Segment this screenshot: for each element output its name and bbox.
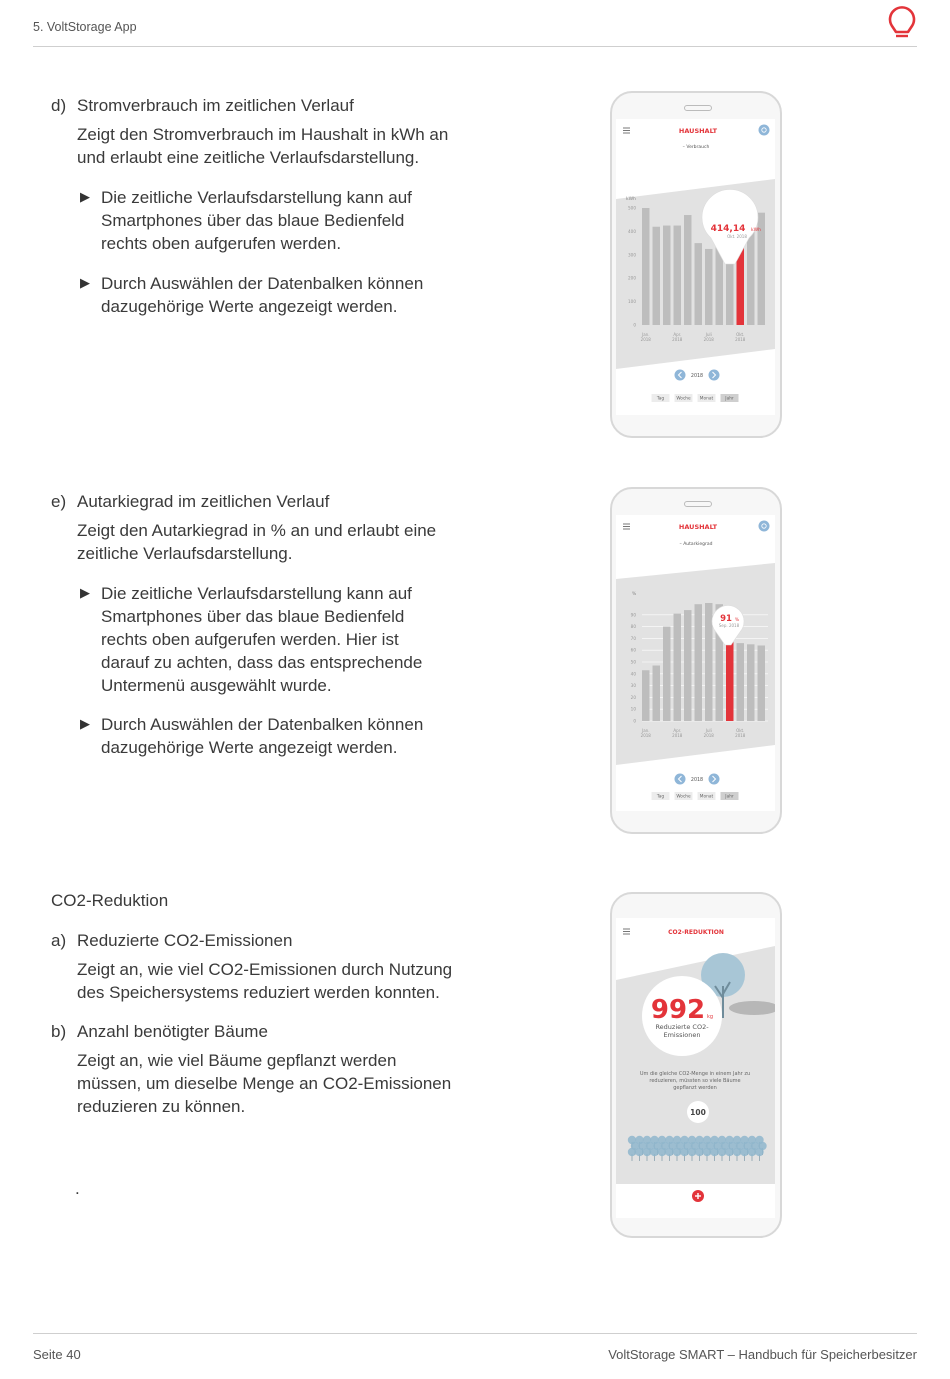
co2-label-1: Reduzierte CO2- (655, 1023, 709, 1031)
section-d-bullet1-line3: rechts oben aufgerufen werden. (101, 234, 342, 253)
section-e-bullet1-line2: Smartphones über das blaue Bedienfeld (101, 607, 405, 626)
section-e-desc-2: zeitliche Verlaufsdarstellung. (77, 544, 293, 563)
bar[interactable] (674, 614, 682, 721)
settings-panel-icon[interactable] (759, 125, 770, 136)
prev-year-button[interactable] (675, 370, 686, 381)
x-tick-label: 2018 (703, 337, 714, 342)
x-tick-label: Juli (705, 728, 712, 733)
bubble-value: 91 (720, 614, 732, 624)
header-section-label: 5. VoltStorage App (33, 20, 137, 34)
x-tick-label: 2018 (703, 733, 714, 738)
co2-unit: kg (706, 1014, 714, 1020)
prev-year-button[interactable] (675, 774, 686, 785)
y-tick-label: 10 (630, 706, 636, 712)
co2-item-a-marker: a) (51, 931, 67, 950)
phone1-subtitle: – Verbrauch (682, 145, 710, 150)
y-tick-label: 80 (630, 624, 636, 630)
tree-crown (680, 1148, 688, 1156)
x-tick-label: Jan. (642, 728, 650, 733)
tree-crown (725, 1148, 733, 1156)
header-divider (33, 46, 917, 47)
phone-speaker (684, 501, 712, 507)
y-tick-label: 0 (633, 718, 636, 724)
section-e-bullet2-line2: dazugehörige Werte angezeigt werden. (101, 738, 398, 757)
x-tick-label: 2018 (672, 733, 683, 738)
co2-item-b-marker: b) (51, 1022, 67, 1041)
co2-caption-1: Um die gleiche CO2-Menge in einem Jahr zu (639, 1071, 751, 1077)
section-e-desc-1: Zeigt den Autarkiegrad in % an und erlaubt eine (77, 521, 437, 540)
y-tick-label: 200 (628, 275, 636, 281)
bar[interactable] (695, 243, 703, 325)
tab-label: Woche (676, 396, 691, 402)
x-tick-label: 2018 (640, 337, 651, 342)
phone2-unit: % (632, 592, 637, 597)
tree-crown (733, 1148, 741, 1156)
bar[interactable] (758, 645, 766, 721)
bullet-triangle-icon: ▶ (80, 189, 90, 204)
stray-period: . (75, 1179, 80, 1198)
phone1-unit: kWh (626, 197, 636, 202)
tree-crown (703, 1148, 711, 1156)
bar[interactable] (737, 643, 745, 721)
tree-crown (673, 1148, 681, 1156)
co2-item-b-desc-1: Zeigt an, wie viel Bäume gepflanzt werden (77, 1051, 397, 1070)
phone1-screen (616, 119, 775, 415)
y-tick-label: 30 (630, 683, 636, 689)
tab-label: Tag (656, 794, 665, 800)
x-tick-label: 2018 (735, 337, 746, 342)
year-label: 2018 (690, 778, 704, 783)
phone2-screen (616, 515, 775, 811)
next-year-button[interactable] (709, 370, 720, 381)
tab-label: Woche (676, 794, 691, 800)
tree-crown (755, 1148, 763, 1156)
tree-count-badge (687, 1101, 709, 1123)
tree-crown (628, 1148, 636, 1156)
bar[interactable] (674, 226, 682, 325)
tree-crown (688, 1148, 696, 1156)
section-e-marker: e) (51, 492, 67, 511)
next-year-button[interactable] (709, 774, 720, 785)
x-tick-label: 2018 (640, 733, 651, 738)
tree-crown (710, 1148, 718, 1156)
section-d-bullet1-line1: Die zeitliche Verlaufsdarstellung kann auf (101, 188, 412, 207)
tree-crown (740, 1148, 748, 1156)
phone3-title: CO2-REDUKTION (668, 929, 724, 936)
co2-item-b-desc-2: müssen, um dieselbe Menge an CO2-Emissionen (77, 1074, 452, 1093)
co2-item-a-heading: Reduzierte CO2-Emissionen (77, 931, 293, 950)
footer-document-title: VoltStorage SMART – Handbuch für Speicherbesitzer (608, 1347, 917, 1362)
x-tick-label: Juli (705, 332, 712, 337)
tree-crown (635, 1148, 643, 1156)
co2-item-b-heading: Anzahl benötigter Bäume (77, 1022, 268, 1041)
co2-item-b-desc-3: reduzieren zu können. (77, 1097, 246, 1116)
tree-crown (650, 1148, 658, 1156)
tab-label: Jahr (725, 794, 734, 800)
bubble-date: Okt. 2018 (727, 234, 747, 239)
y-tick-label: 0 (633, 322, 636, 328)
phone3-screen (616, 918, 775, 1218)
x-tick-label: Jan. (642, 332, 650, 337)
year-label: 2018 (690, 374, 704, 379)
y-tick-label: 20 (630, 694, 636, 700)
co2-section-title: CO2-Reduktion (51, 891, 169, 910)
bubble-unit: kWh (751, 228, 761, 233)
phone-speaker (684, 105, 712, 111)
footer-page-number: Seite 40 (33, 1347, 81, 1362)
add-button[interactable] (692, 1190, 704, 1202)
x-tick-label: Apr. (673, 332, 682, 337)
y-tick-label: 400 (628, 228, 636, 234)
co2-item-a-desc-2: des Speichersystems reduziert werden konnten. (77, 983, 440, 1002)
bar[interactable] (705, 249, 713, 325)
phone-mockup-co2 (610, 892, 782, 1238)
tab-label: Jahr (725, 396, 734, 402)
section-e-bullet1-line5: Untermenü ausgewählt wurde. (101, 676, 332, 695)
tab-label: Monat (699, 794, 714, 800)
section-e-heading: Autarkiegrad im zeitlichen Verlauf (77, 492, 330, 511)
bar-selected[interactable] (726, 637, 734, 721)
x-tick-label: Apr. (673, 728, 682, 733)
tab-label: Monat (699, 396, 714, 402)
bar[interactable] (684, 215, 692, 325)
tree-crown (658, 1148, 666, 1156)
y-tick-label: 60 (630, 647, 636, 653)
phone1-title: HAUSHALT (678, 127, 718, 135)
tree-crown (748, 1148, 756, 1156)
section-d-bullet2-line1: Durch Auswählen der Datenbalken können (101, 274, 424, 293)
co2-item-a-desc-1: Zeigt an, wie viel CO2-Emissionen durch Nutzung (77, 960, 453, 979)
bullet-triangle-icon: ▶ (80, 275, 90, 290)
section-d-marker: d) (51, 96, 67, 115)
bar[interactable] (653, 227, 661, 325)
y-tick-label: 90 (630, 612, 636, 618)
bar[interactable] (653, 666, 661, 721)
y-tick-label: 500 (628, 205, 636, 211)
co2-label-2: Emissionen (663, 1031, 701, 1039)
bullet-triangle-icon: ▶ (80, 585, 90, 600)
tab-label: Tag (656, 396, 665, 402)
x-tick-label: 2018 (735, 733, 746, 738)
section-d-bullet1-line2: Smartphones über das blaue Bedienfeld (101, 211, 405, 230)
bar[interactable] (695, 604, 703, 721)
y-tick-label: 50 (630, 659, 636, 665)
co2-caption-3: gepflanzt werden (673, 1085, 717, 1091)
bar[interactable] (663, 627, 671, 721)
section-d-bullet2-line2: dazugehörige Werte angezeigt werden. (101, 297, 398, 316)
co2-value: 992 (650, 995, 706, 1025)
footer-divider (33, 1333, 917, 1334)
tree-crown (643, 1148, 651, 1156)
bubble-date: Sep. 2018 (718, 623, 740, 628)
section-e-bullet1-line4: darauf zu achten, dass das entsprechende (101, 653, 423, 672)
bullet-triangle-icon: ▶ (80, 716, 90, 731)
tree-crown (718, 1148, 726, 1156)
y-tick-label: 40 (630, 671, 636, 677)
y-tick-label: 100 (628, 299, 636, 305)
phone-mockup-verbrauch (610, 91, 782, 438)
bar[interactable] (642, 670, 650, 721)
y-tick-label: 300 (628, 252, 636, 258)
voltstorage-logo (884, 4, 920, 42)
x-tick-label: 2018 (672, 337, 683, 342)
section-d-heading: Stromverbrauch im zeitlichen Verlauf (77, 96, 354, 115)
section-e-bullet2-line1: Durch Auswählen der Datenbalken können (101, 715, 424, 734)
section-e-bullet1-line1: Die zeitliche Verlaufsdarstellung kann auf (101, 584, 412, 603)
phone2-title: HAUSHALT (678, 523, 718, 531)
section-e-bullet1-line3: rechts oben aufgerufen werden. Hier ist (101, 630, 399, 649)
section-d-desc-2: und erlaubt eine zeitliche Verlaufsdarstellung. (77, 148, 420, 167)
bar[interactable] (642, 208, 650, 325)
settings-panel-icon[interactable] (759, 521, 770, 532)
phone-mockup-autarkiegrad (610, 487, 782, 834)
bubble-unit: % (734, 618, 740, 623)
section-d-desc-1: Zeigt den Stromverbrauch im Haushalt in kWh an (77, 125, 449, 144)
tree-count: 100 (690, 1108, 706, 1117)
co2-value-circle (642, 976, 722, 1056)
co2-caption-2: reduzieren, müssten so viele Bäume (649, 1078, 741, 1084)
tree-crown (665, 1148, 673, 1156)
bar[interactable] (684, 610, 692, 721)
bar[interactable] (705, 603, 713, 721)
x-tick-label: Okt. (736, 728, 745, 733)
bar[interactable] (663, 226, 671, 325)
phone2-subtitle: – Autarkiegrad (679, 542, 713, 547)
bar[interactable] (747, 644, 755, 721)
y-tick-label: 70 (630, 635, 636, 641)
x-tick-label: Okt. (736, 332, 745, 337)
bubble-value: 414,14 (710, 224, 746, 234)
tree-crown (695, 1148, 703, 1156)
